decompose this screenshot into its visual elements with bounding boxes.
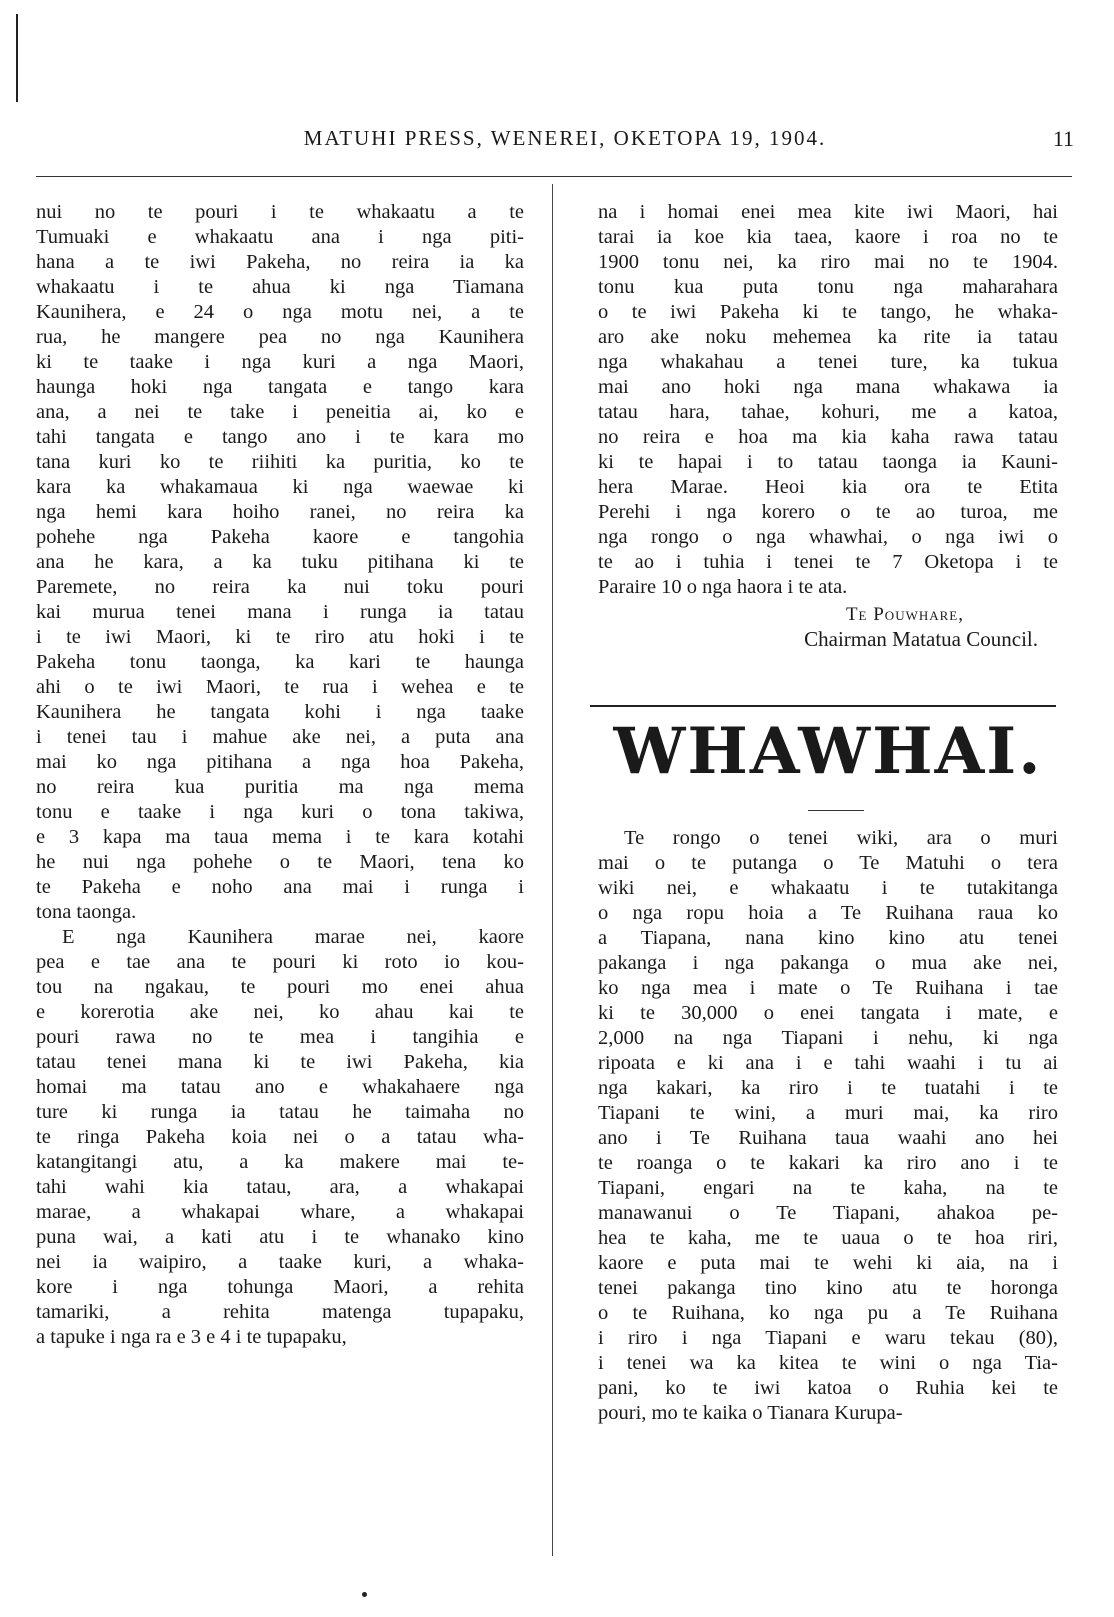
text-line: pohehe nga Pakeha kaore e tangohia (36, 526, 524, 548)
text-line: te roanga o te kakari ka riro ano i te (598, 1152, 1058, 1174)
text-line: rua, he mangere pea no nga Kaunihera (36, 326, 524, 348)
text-line: nga kakari, ka riro i te tuatahi i te (598, 1077, 1058, 1099)
left-column (36, 200, 524, 1350)
text-line: wiki nei, e whakaatu i te tutakitanga (598, 877, 1058, 899)
text-line: ahi o te iwi Maori, te rua i wehea e te (36, 676, 524, 698)
text-line: kaore e puta mai te wehi ki aia, na i (598, 1252, 1058, 1274)
text-line: i riro i nga Tiapani e waru tekau (80), (598, 1327, 1058, 1349)
text-line: Tumuaki e whakaatu ana i nga piti- (36, 226, 524, 248)
text-line: pakanga i nga pakanga o mua ake nei, (598, 952, 1058, 974)
text-line: pani, ko te iwi katoa o Ruhia kei te (598, 1377, 1058, 1399)
text-line: ki te hapai i to tatau taonga ia Kauni- (598, 451, 1058, 473)
header-rule (36, 176, 1072, 177)
text-line: kara ka whakamaua ki nga waewae ki (36, 476, 524, 498)
text-line: nga whakahau a tenei ture, ka tukua (598, 351, 1058, 373)
right-column-top (598, 200, 1058, 652)
text-line: ki te taake i nga kuri a nga Maori, (36, 351, 524, 373)
text-line: Kaunihera, e 24 o nga motu nei, a te (36, 301, 524, 323)
masthead-title: MATUHI PRESS, WENEREI, OKETOPA 19, 1904. (303, 126, 827, 150)
text-line: katangitangi atu, a ka makere mai te- (36, 1151, 524, 1173)
text-line: homai ma tatau ano e whakahaere nga (36, 1076, 524, 1098)
text-line: pouri, mo te kaika o Tianara Kurupa- (598, 1402, 903, 1424)
page-header (30, 126, 1074, 158)
text-line: tahi tangata e tango ano i te kara mo (36, 426, 524, 448)
text-line: te ringa Pakeha koia nei o a tatau wha- (36, 1126, 524, 1148)
text-line: no reira e hoa ma kia kaha rawa tatau (598, 426, 1058, 448)
signature-name: Te Pouwhare, (845, 604, 964, 625)
text-line: tatau hara, tahae, kohuri, me a katoa, (598, 401, 1058, 423)
text-line: 2,000 na nga Tiapani i nehu, ki nga (598, 1027, 1058, 1049)
text-line: Perehi i nga korero o te ao turoa, me (598, 501, 1058, 523)
text-line: pea e tae ana te pouri ki roto io kou- (36, 951, 524, 973)
text-line: Kaunihera he tangata kohi i nga taake (36, 701, 524, 723)
text-line: tahi wahi kia tatau, ara, a whakapai (36, 1176, 524, 1198)
text-line: tonu kua puta tonu nga maharahara (598, 276, 1058, 298)
text-line: nga rongo o nga whawhai, o nga iwi o (598, 526, 1058, 548)
text-line: Pakeha tonu taonga, ka kari te haunga (36, 651, 524, 673)
right-paragraph-1 (598, 200, 1058, 600)
right-paragraph-2 (598, 826, 1058, 1426)
text-line: tamariki, a rehita matenga tupapaku, (36, 1301, 524, 1323)
text-line: mai o te putanga o Te Matuhi o tera (598, 852, 1058, 874)
text-line: o nga ropu hoia a Te Ruihana raua ko (598, 902, 1058, 924)
ink-dot (362, 1592, 367, 1597)
text-line: nga hemi kara hoiho ranei, no reira ka (36, 501, 524, 523)
text-line: puna wai, a kati atu i te whanako kino (36, 1226, 524, 1248)
text-line: kai murua tenei mana i runga ia tatau (36, 601, 524, 623)
headline-whawhai: WHAWHAI. (613, 714, 1043, 789)
left-paragraph-1 (36, 200, 524, 925)
text-line: marae, a whakapai whare, a whakapai (36, 1201, 524, 1223)
text-line: te Pakeha e noho ana mai i runga i (36, 876, 524, 898)
text-line: ana he kara, a ka tuku pitihana ki te (36, 551, 524, 573)
text-line: no reira kua puritia ma nga mema (36, 776, 524, 798)
margin-rule (16, 14, 18, 102)
text-line: ano i Te Ruihana taua waahi ano hei (598, 1127, 1058, 1149)
text-line: mai ko nga pitihana a nga hoa Pakeha, (36, 751, 524, 773)
text-line: tona taonga. (36, 901, 137, 923)
text-line: a tapuke i nga ra e 3 e 4 i te tupapaku, (36, 1326, 347, 1348)
left-paragraph-2 (36, 925, 524, 1350)
text-line: tenei pakanga tino kino atu te horonga (598, 1277, 1058, 1299)
text-line: ture ki runga ia tatau he taimaha no (36, 1101, 524, 1123)
text-line: hea te kaha, me te uaua o te hoa riri, (598, 1227, 1058, 1249)
text-line: tarai ia koe kia taea, kaore i roa no te (598, 226, 1058, 248)
text-line: Tiapani te wini, a muri mai, ka riro (598, 1102, 1058, 1124)
text-line: Paremete, no reira ka nui toku pouri (36, 576, 524, 598)
text-line: Paraire 10 o nga haora i te ata. (598, 576, 848, 598)
text-line: o te Ruihana, ko nga pu a Te Ruihana (598, 1302, 1058, 1324)
text-line: haunga hoki nga tangata e tango kara (36, 376, 524, 398)
text-line: i te iwi Maori, ki te riro atu hoki i te (36, 626, 524, 648)
text-line: hana a te iwi Pakeha, no reira ia ka (36, 251, 524, 273)
text-line: Tiapani, engari na te kaha, na te (598, 1177, 1058, 1199)
short-rule (808, 810, 864, 811)
text-line: mai ano hoki nga mana whakawa ia (598, 376, 1058, 398)
text-line: nei ia waipiro, a taake kuri, a whaka- (36, 1251, 524, 1273)
text-line: aro ake noku mehemea ka rite ia tatau (598, 326, 1058, 348)
text-line: E nga Kaunihera marae nei, kaore (62, 926, 524, 948)
text-line: Te rongo o tenei wiki, ara o muri (624, 827, 1058, 849)
text-line: nui no te pouri i te whakaatu a te (36, 201, 524, 223)
section-rule (590, 705, 1056, 707)
text-line: hera Marae. Heoi kia ora te Etita (598, 476, 1058, 498)
signature-title: Chairman Matatua Council. (804, 627, 1038, 651)
text-line: manawanui o Te Tiapani, ahakoa pe- (598, 1202, 1058, 1224)
text-line: a Tiapana, nana kino kino atu tenei (598, 927, 1058, 949)
text-line: pouri rawa no te mea i tangihia e (36, 1026, 524, 1048)
page-number: 11 (1052, 126, 1074, 151)
text-line: whakaatu i te ahua ki nga Tiamana (36, 276, 524, 298)
text-line: e korerotia ake nei, ko ahau kai te (36, 1001, 524, 1023)
text-line: kore i nga tohunga Maori, a rehita (36, 1276, 524, 1298)
text-line: i tenei tau i mahue ake nei, a puta ana (36, 726, 524, 748)
text-line: ki te 30,000 o enei tangata i mate, e (598, 1002, 1058, 1024)
text-line: tana kuri ko te riihiti ka puritia, ko te (36, 451, 524, 473)
text-line: te ao i tuhia i tenei te 7 Oketopa i te (598, 551, 1058, 573)
text-line: o te iwi Pakeha ki te tango, he whaka- (598, 301, 1058, 323)
column-divider (552, 184, 553, 1556)
text-line: tonu e taake i nga kuri o tona takiwa, (36, 801, 524, 823)
text-line: ripoata e ki ana i e tahi waahi i tu ai (598, 1052, 1058, 1074)
text-line: tatau tenei mana ki te iwi Pakeha, kia (36, 1051, 524, 1073)
text-line: 1900 tonu nei, ka riro mai no te 1904. (598, 251, 1058, 273)
text-line: tou na ngakau, te pouri mo enei ahua (36, 976, 524, 998)
text-line: ko nga mea i mate o Te Ruihana i tae (598, 977, 1058, 999)
text-line: i tenei wa ka kitea te wini o nga Tia- (598, 1352, 1058, 1374)
text-line: na i homai enei mea kite iwi Maori, hai (598, 201, 1058, 223)
text-line: ana, a nei te take i peneitia ai, ko e (36, 401, 524, 423)
text-line: e 3 kapa ma taua mema i te kara kotahi (36, 826, 524, 848)
text-line: he nui nga pohehe o te Maori, tena ko (36, 851, 524, 873)
right-column-article (598, 826, 1058, 1426)
